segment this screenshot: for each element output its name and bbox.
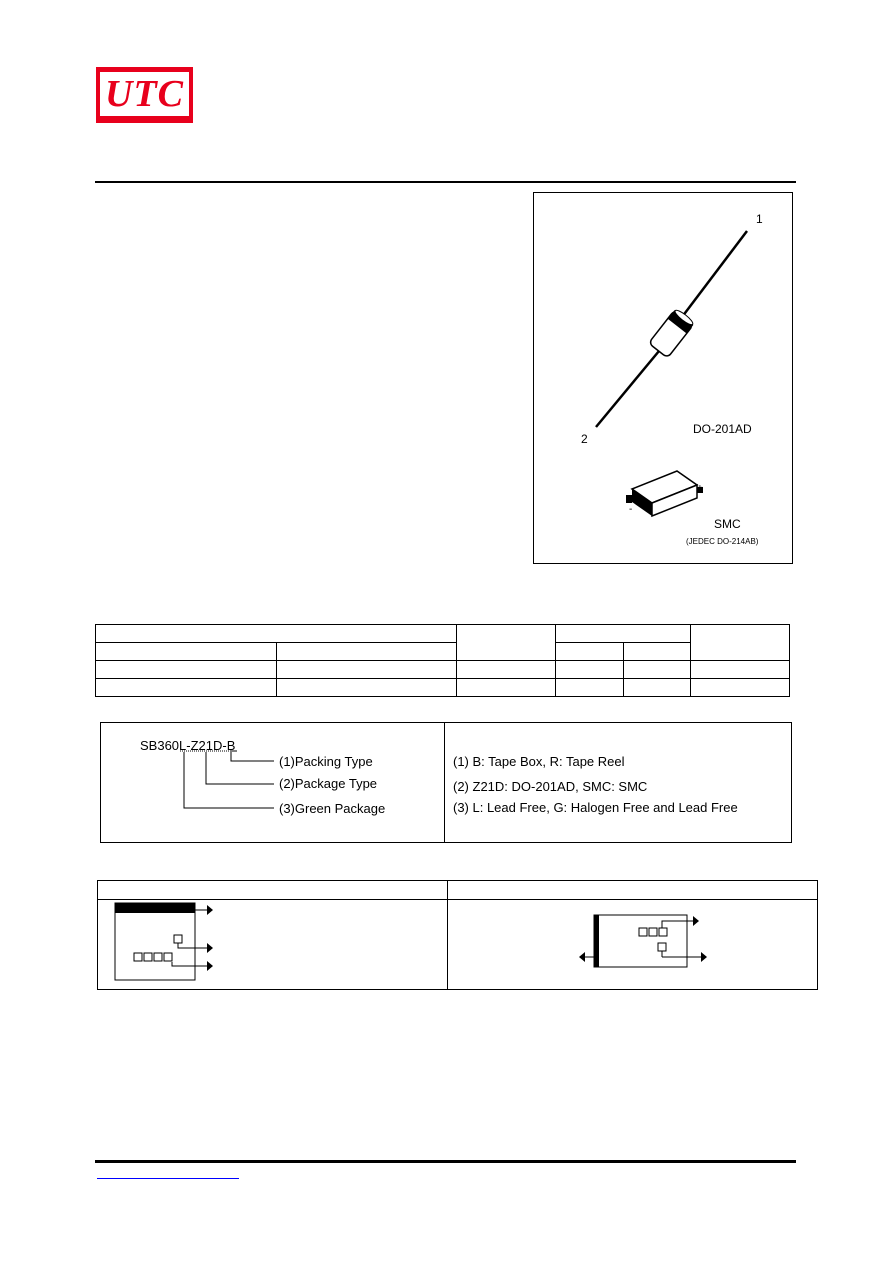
smc-label: SMC [714, 517, 741, 531]
diode-body [649, 308, 696, 358]
do201ad-label: DO-201AD [693, 422, 752, 436]
table-row [96, 679, 790, 697]
table-header-cell [457, 625, 556, 661]
table-row [96, 625, 790, 643]
footer-link-underline[interactable] [97, 1178, 239, 1179]
do201ad-marking-diagram [97, 880, 447, 988]
table-cell [624, 679, 691, 697]
footer-rule [95, 1160, 796, 1163]
utc-logo [96, 67, 193, 123]
diode-lead-top [682, 231, 747, 317]
table-header-cell [556, 625, 691, 643]
smc-plus-label: + [697, 483, 703, 494]
smc-package-drawing [626, 471, 703, 516]
legend-packing-type: (1)Packing Type [279, 754, 373, 769]
table-cell [556, 679, 624, 697]
note-package: (2) Z21D: DO-201AD, SMC: SMC [453, 779, 648, 794]
table-row [96, 643, 790, 661]
table-cell [556, 661, 624, 679]
table-cell [457, 679, 556, 697]
package-figure [533, 192, 793, 564]
smc-jedec-label: (JEDEC DO-214AB) [686, 537, 759, 546]
table-cell [624, 661, 691, 679]
table-row [96, 661, 790, 679]
note-green: (3) L: Lead Free, G: Halogen Free and Lead Free [453, 800, 738, 815]
pin-1-label: 1 [756, 212, 763, 226]
table-header-cell [691, 625, 790, 661]
note-packing: (1) B: Tape Box, R: Tape Reel [453, 754, 625, 769]
diode-lead-bottom [596, 351, 659, 427]
table-header-cell [96, 643, 277, 661]
table-cell [276, 661, 457, 679]
header-rule [95, 181, 796, 183]
smc-marking-diagram [448, 880, 816, 988]
table-cell [691, 679, 790, 697]
table-header-cell [96, 625, 457, 643]
smc-minus-label: - [629, 504, 633, 515]
pin-2-label: 2 [581, 432, 588, 446]
table-cell [457, 661, 556, 679]
ordering-table [95, 624, 790, 697]
part-code-text: SB360L-Z21D-B [140, 738, 236, 753]
table-cell [276, 679, 457, 697]
table-cell [96, 661, 277, 679]
legend-package-type: (2)Package Type [279, 776, 378, 791]
table-cell [96, 679, 277, 697]
table-cell [691, 661, 790, 679]
table-header-cell [276, 643, 457, 661]
table-header-cell [624, 643, 691, 661]
table-header-cell [556, 643, 624, 661]
package-drawing [534, 193, 792, 563]
legend-green-package: (3)Green Package [279, 801, 386, 816]
logo-text: UTC [100, 72, 189, 116]
